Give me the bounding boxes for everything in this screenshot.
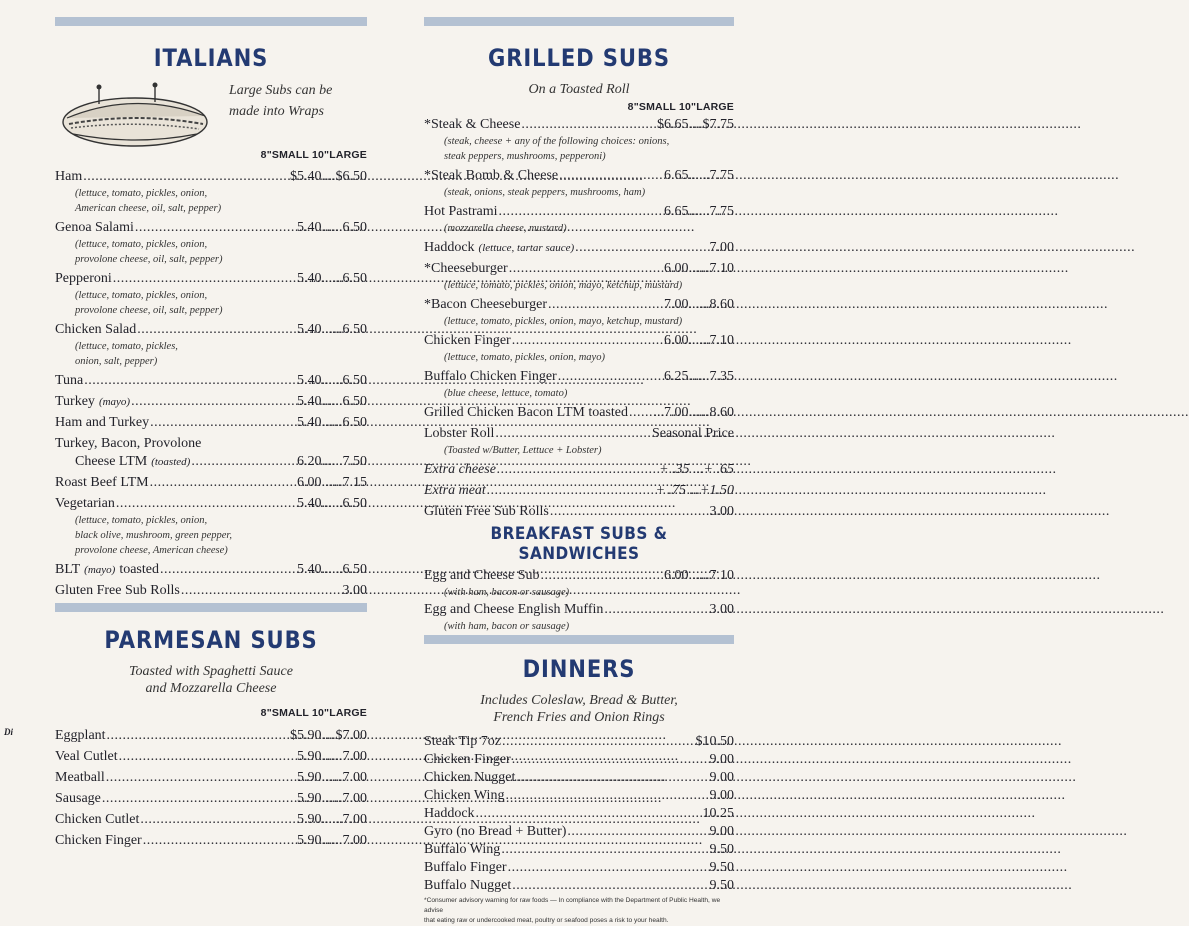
menu-item [55, 372, 367, 390]
item-description: (with ham, bacon or sausage) [444, 621, 570, 632]
item-price: 9.50 [709, 842, 734, 857]
item-name: Chicken Salad [55, 322, 137, 337]
item-price: 5.90......7.00 [297, 791, 367, 806]
item-line [55, 727, 367, 745]
item-name: Eggplant [55, 728, 106, 743]
dot-leader [160, 561, 296, 579]
grilled-subtitle: On a Toasted Roll [528, 82, 630, 97]
item-name: Chicken Cutlet [55, 812, 140, 827]
item-line [424, 805, 734, 823]
menu-item [424, 805, 734, 823]
dot-leader [509, 260, 663, 278]
item-line [55, 168, 367, 186]
menu-item [55, 832, 367, 850]
menu-item [55, 474, 367, 492]
dot-leader [116, 495, 296, 513]
item-name: Roast Beef LTM [55, 475, 149, 490]
dot-leader [512, 877, 708, 895]
dot-leader [137, 321, 296, 339]
item-price: 5.40......6.50 [297, 562, 367, 577]
menu-item [424, 859, 734, 877]
dot-leader [102, 790, 296, 808]
parmesan-list [55, 727, 367, 850]
item-price: $10.50 [695, 734, 734, 749]
menu-item [55, 582, 367, 600]
item-price: 7.00 [709, 240, 734, 255]
dot-leader [629, 404, 653, 422]
item-price: $5.90....$7.00 [290, 728, 367, 743]
menu-item [55, 790, 367, 808]
item-price: 5.40......6.50 [297, 394, 367, 409]
dot-leader [84, 372, 296, 390]
item-line [55, 372, 367, 390]
item-price: 3.00 [342, 583, 367, 598]
item-description: (Toasted w/Butter, Lettuce + Lobster) [444, 445, 602, 456]
dot-leader [135, 219, 296, 237]
item-line [424, 260, 734, 278]
item-line [55, 393, 367, 411]
dot-leader [191, 453, 296, 471]
menu-item [424, 751, 734, 769]
item-line [55, 769, 367, 787]
dot-leader [508, 859, 709, 877]
item-line [55, 748, 367, 766]
item-price: 9.00 [709, 788, 734, 803]
item-price: 7.00......8.60 [664, 297, 734, 312]
item-name: Sausage [55, 791, 101, 806]
item-line [55, 414, 367, 432]
item-price: ...7.00......8.60 [653, 405, 734, 420]
menu-item [424, 461, 734, 479]
breakfast-title: BREAKFAST SUBS & SANDWICHES [490, 524, 668, 564]
item-line [55, 832, 367, 850]
item-name: Genoa Salami [55, 220, 134, 235]
item-name: Buffalo Wing [424, 842, 501, 857]
item-line [424, 404, 734, 422]
item-name: Turkey [55, 394, 95, 409]
item-line [424, 601, 734, 619]
item-price: + .35 ...+ .65 [659, 462, 734, 477]
menu-item [424, 239, 734, 257]
item-description: provolone cheese, oil, salt, pepper) [75, 254, 223, 265]
item-line [424, 203, 734, 221]
item-note: (mayo) [98, 396, 131, 408]
parmesan-title: PARMESAN SUBS [104, 626, 318, 654]
wraps-note: Large Subs can be made into Wraps [229, 83, 333, 119]
dot-leader [476, 805, 702, 823]
menu-item [55, 495, 367, 558]
item-name: Tuna [55, 373, 84, 388]
menu-item [424, 203, 734, 236]
item-name: Chicken Finger [424, 333, 511, 348]
item-price: 6.00......7.10 [664, 261, 734, 276]
item-price: 5.90......7.00 [297, 812, 367, 827]
menu-item [424, 601, 734, 634]
section-divider [55, 603, 367, 612]
item-price: 6.00......7.10 [664, 568, 734, 583]
size-header: 8"SMALL 10"LARGE [260, 149, 367, 161]
menu-item [55, 769, 367, 787]
item-price: 6.00......7.10 [664, 333, 734, 348]
item-line [55, 321, 367, 339]
item-description: black olive, mushroom, green pepper, [75, 530, 232, 541]
item-name: Buffalo Chicken Finger [424, 369, 557, 384]
item-name: Pepperoni [55, 271, 112, 286]
item-description: (lettuce, tomato, pickles, onion, [75, 515, 208, 526]
item-description: onion, salt, pepper) [75, 356, 158, 367]
item-line [424, 368, 734, 386]
item-description: (lettuce, tomato, pickles, onion, [75, 239, 208, 250]
item-name: Grilled Chicken Bacon LTM toasted [424, 405, 628, 420]
italians-list [55, 168, 367, 600]
item-price: 5.90......7.00 [297, 833, 367, 848]
dot-leader [567, 823, 708, 841]
item-description: (lettuce, tomato, pickles, onion, [75, 290, 208, 301]
item-line [55, 561, 367, 579]
item-description: (mozzarella cheese, mustard) [444, 223, 567, 234]
item-description: American cheese, oil, salt, pepper) [75, 203, 222, 214]
menu-item [424, 787, 734, 805]
item-price: 5.90......7.00 [297, 770, 367, 785]
item-price: 5.40......6.50 [297, 496, 367, 511]
item-line [424, 167, 734, 185]
item-line [424, 296, 734, 314]
item-price: 10.25 [702, 806, 734, 821]
item-name: *Bacon Cheeseburger [424, 297, 547, 312]
size-header: 8"SMALL 10"LARGE [260, 707, 367, 719]
menu-item [55, 321, 367, 369]
item-line [424, 567, 734, 585]
item-line [424, 877, 734, 895]
menu-item [424, 877, 734, 895]
item-line [424, 733, 734, 751]
item-price: 9.50 [709, 878, 734, 893]
dot-leader [540, 567, 663, 585]
item-price: 6.65......7.75 [664, 168, 734, 183]
item-price: Seasonal Price [651, 426, 734, 441]
item-description: (steak, cheese + any of the following choices: onions, [444, 136, 670, 147]
menu-item [55, 811, 367, 829]
item-line [55, 582, 367, 600]
item-description: (lettuce, tomato, pickles, onion, [75, 188, 208, 199]
menu-item [424, 567, 734, 600]
item-price: 5.90......7.00 [297, 749, 367, 764]
menu-item [424, 332, 734, 365]
item-name: Chicken Wing [424, 788, 505, 803]
dot-leader [106, 769, 296, 787]
item-name: Steak Tip 7oz [424, 734, 502, 749]
item-note: (mayo) [84, 564, 116, 576]
item-description: (blue cheese, lettuce, tomato) [444, 388, 568, 399]
dot-leader [119, 748, 296, 766]
dinners-subtitle: Includes Coleslaw, Bread & Butter, French Fries and Onion Rings [480, 693, 678, 725]
dot-leader [113, 270, 296, 288]
item-line [424, 841, 734, 859]
item-line [55, 453, 367, 471]
item-price: 3.00 [709, 602, 734, 617]
menu-item [424, 404, 734, 422]
item-name: Gluten Free Sub Rolls [55, 583, 180, 598]
item-name: Egg and Cheese English Muffin [424, 602, 604, 617]
menu-item [424, 769, 734, 787]
item-price: 9.50 [709, 860, 734, 875]
item-line [55, 790, 367, 808]
menu-item [55, 435, 367, 471]
size-header: 8"SMALL 10"LARGE [627, 101, 734, 113]
item-price: 3.00 [709, 504, 734, 519]
item-price: 9.00 [709, 824, 734, 839]
item-price: 5.40......6.50 [297, 220, 367, 235]
item-name: Extra meat [424, 483, 486, 498]
menu-item [55, 561, 367, 579]
item-line [424, 823, 734, 841]
menu-item [55, 748, 367, 766]
dot-leader [501, 841, 708, 859]
item-line [55, 811, 367, 829]
item-line [424, 425, 734, 443]
item-price: 6.00......7.15 [297, 475, 367, 490]
menu-item [55, 414, 367, 432]
item-price: 5.40......6.50 [297, 373, 367, 388]
dot-leader [487, 482, 655, 500]
item-price: 6.25......7.35 [664, 369, 734, 384]
item-price: 6.65......7.75 [664, 204, 734, 219]
item-price: $5.40....$6.50 [290, 169, 367, 184]
item-name: *Steak Bomb & Cheese [424, 168, 559, 183]
item-description: (steak, onions, steak peppers, mushrooms, ham) [444, 187, 646, 198]
item-name: Chicken Nugget [424, 770, 516, 785]
dot-leader [107, 727, 289, 745]
menu-item [55, 727, 367, 745]
item-price: + .75 ...+1.50 [655, 483, 734, 498]
dot-leader [559, 167, 663, 185]
item-name: *Steak & Cheese [424, 117, 521, 132]
item-name: Vegetarian [55, 496, 115, 511]
menu-item [424, 823, 734, 841]
consumer-advisory: *Consumer advisory warning for raw foods — In compliance with the Department of Public Health, we advise that eating raw or undercooked meat, poultry or seafood poses a risk to your health. [424, 897, 721, 924]
right-column [424, 0, 734, 926]
item-line [55, 495, 367, 513]
item-name: Gyro (no Bread + Butter) [424, 824, 567, 839]
item-note: (toasted) [151, 456, 191, 468]
dot-leader [131, 393, 296, 411]
menu-item [424, 482, 734, 500]
menu-item [424, 116, 734, 164]
menu-item [424, 503, 734, 521]
menu-item [424, 296, 734, 329]
section-divider [424, 17, 734, 26]
dot-leader [550, 503, 709, 521]
item-description: provolone cheese, American cheese) [75, 545, 228, 556]
dinners-title: DINNERS [522, 655, 636, 683]
item-name: Lobster Roll [424, 426, 495, 441]
item-name: BLT [55, 562, 81, 577]
item-name: Veal Cutlet [55, 749, 118, 764]
item-name: Haddock [424, 240, 475, 255]
dot-leader [516, 769, 708, 787]
item-name: Buffalo Finger [424, 860, 507, 875]
menu-item [424, 167, 734, 200]
item-line [424, 482, 734, 500]
item-line [424, 239, 734, 257]
item-line [424, 751, 734, 769]
item-name: Gluten Free Sub Rolls [424, 504, 549, 519]
menu-item [55, 393, 367, 411]
item-description: (lettuce, tomato, pickles, onion, mayo, ketchup, mustard) [444, 280, 683, 291]
item-note: (lettuce, tartar sauce) [478, 242, 575, 254]
dot-leader [512, 751, 709, 769]
item-description: provolone cheese, oil, salt, pepper) [75, 305, 223, 316]
item-name: Buffalo Nugget [424, 878, 512, 893]
item-line [424, 859, 734, 877]
dot-leader [499, 203, 664, 221]
section-divider [55, 17, 367, 26]
item-name: Chicken Finger [424, 752, 511, 767]
item-line [424, 503, 734, 521]
grilled-list [424, 116, 734, 521]
item-name: *Cheeseburger [424, 261, 508, 276]
edge-fragment-text: Di [4, 727, 13, 737]
italians-title: ITALIANS [153, 44, 269, 72]
item-name: Hot Pastrami [424, 204, 498, 219]
item-line [55, 270, 367, 288]
dot-leader [140, 811, 296, 829]
menu-item [424, 260, 734, 293]
section-divider [424, 635, 734, 644]
dot-leader [604, 601, 708, 619]
item-name: Haddock [424, 806, 475, 821]
dot-leader [495, 425, 651, 443]
item-price: 9.00 [709, 770, 734, 785]
item-line [424, 461, 734, 479]
dot-leader [575, 239, 708, 257]
item-line [55, 219, 367, 237]
menu-item [55, 219, 367, 267]
dot-leader [181, 582, 342, 600]
dot-leader [150, 474, 296, 492]
item-line [424, 769, 734, 787]
dot-leader [558, 368, 663, 386]
dot-leader [502, 733, 694, 751]
item-name: Chicken Finger [55, 833, 142, 848]
dot-leader [150, 414, 296, 432]
item-line [424, 787, 734, 805]
item-name-suffix: toasted [119, 562, 159, 577]
item-name: Extra cheese [424, 462, 496, 477]
item-price: 5.40......6.50 [297, 415, 367, 430]
item-price: $6.65....$7.75 [657, 117, 734, 132]
menu-item [55, 270, 367, 318]
item-line [424, 332, 734, 350]
menu-item [424, 841, 734, 859]
item-name: Meatball [55, 770, 105, 785]
item-name: Egg and Cheese Sub [424, 568, 540, 583]
item-name: Ham [55, 169, 83, 184]
dot-leader [548, 296, 663, 314]
item-name: Cheese LTM [75, 454, 148, 469]
item-name-line [55, 435, 367, 453]
dot-leader [143, 832, 296, 850]
item-price: 9.00 [709, 752, 734, 767]
item-name: Turkey, Bacon, Provolone [55, 436, 202, 451]
sub-sandwich-icon [59, 82, 211, 150]
item-price: 6.20......7.50 [297, 454, 367, 469]
item-description: (with ham, bacon or sausage) [444, 587, 570, 598]
item-description: (lettuce, tomato, pickles, onion, mayo, ketchup, mustard) [444, 316, 683, 327]
dinners-list [424, 733, 734, 895]
dot-leader [512, 332, 663, 350]
menu-item [55, 168, 367, 216]
grilled-title: GRILLED SUBS [488, 44, 670, 72]
dot-leader [83, 168, 289, 186]
item-description: (lettuce, tomato, pickles, [75, 341, 178, 352]
item-line [424, 116, 734, 134]
left-column [55, 0, 367, 853]
item-line [55, 474, 367, 492]
item-name: Ham and Turkey [55, 415, 150, 430]
item-price: 5.40......6.50 [297, 322, 367, 337]
parmesan-subtitle: Toasted with Spaghetti Sauce and Mozzarella Cheese [129, 664, 293, 696]
menu-item [424, 733, 734, 751]
dot-leader [521, 116, 656, 134]
breakfast-list [424, 567, 734, 634]
menu-item [424, 425, 734, 458]
dot-leader [505, 787, 708, 805]
menu-item [424, 368, 734, 401]
item-description: steak peppers, mushrooms, pepperoni) [444, 151, 606, 162]
item-price: 5.40......6.50 [297, 271, 367, 286]
dot-leader [497, 461, 658, 479]
item-description: (lettuce, tomato, pickles, onion, mayo) [444, 352, 605, 363]
